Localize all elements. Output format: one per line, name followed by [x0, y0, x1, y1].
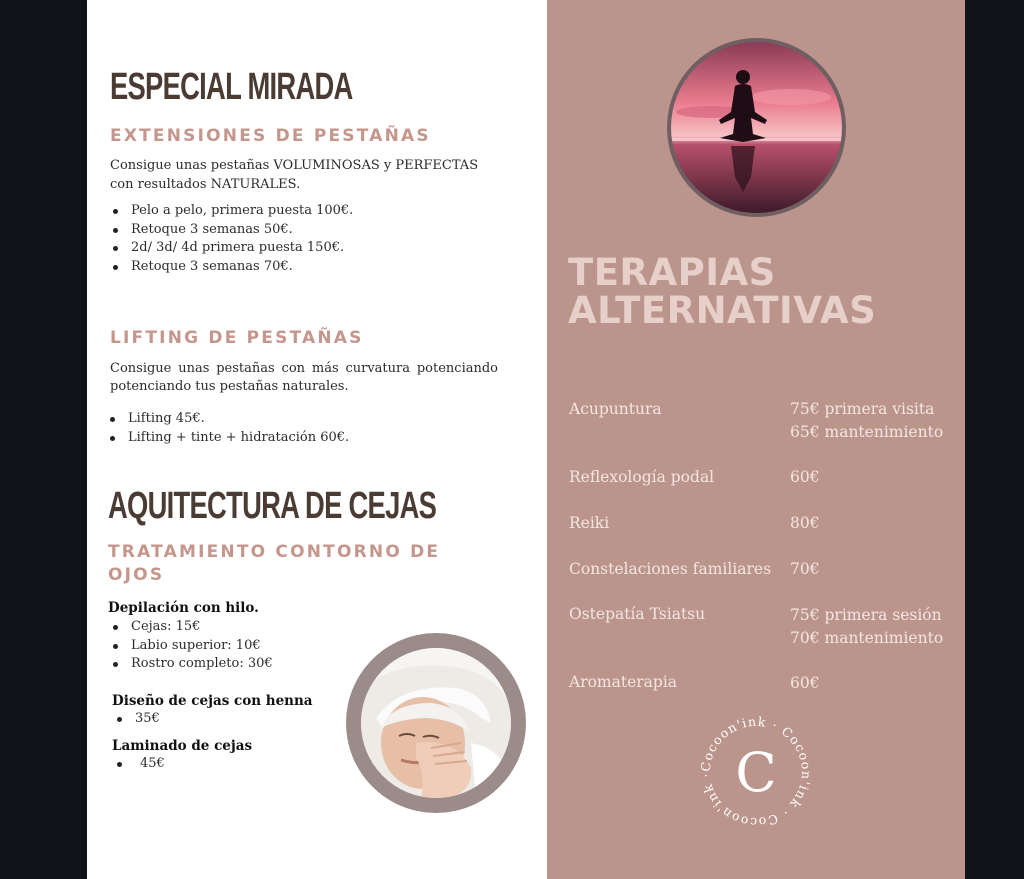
cejas-title: AQUITECTURA DE CEJAS — [108, 485, 437, 527]
logo-letter: C — [735, 741, 777, 804]
lifting-heading: LIFTING DE PESTAÑAS — [110, 328, 364, 348]
therapy-price: 80€ — [790, 514, 820, 532]
contorno-heading-line1: TRATAMIENTO CONTORNO DE — [108, 542, 441, 562]
extensiones-heading: EXTENSIONES DE PESTAÑAS — [110, 126, 431, 146]
lifting-intro-line1: Consigue unas pestañas con más curvatura potenciando — [110, 361, 498, 376]
face-treatment-photo — [361, 648, 511, 798]
especial-mirada-title: ESPECIAL MIRADA — [110, 66, 353, 108]
extensiones-list — [110, 202, 353, 276]
lifting-intro-line2: potenciando tus pestañas naturales. — [110, 379, 349, 394]
laminado-label: Laminado de cejas — [112, 738, 253, 754]
therapy-price: 60€ — [790, 468, 820, 486]
therapy-price — [790, 604, 943, 650]
extensiones-intro: Consigue unas pestañas VOLUMINOSAS y PERFECTAS con resultados NATURALES. — [110, 158, 479, 192]
list-item: Rostro completo: 30€ — [110, 655, 273, 674]
terapias-title-line1: TERAPIAS — [568, 251, 776, 294]
price-line: 75€ primera sesión — [790, 606, 942, 624]
price-line: 70€ mantenimiento — [790, 629, 944, 647]
therapy-price: 60€ — [790, 674, 820, 692]
henna-list — [114, 710, 160, 729]
therapy-name: Reflexología podal — [569, 468, 715, 486]
henna-label: Diseño de cejas con henna — [112, 693, 313, 709]
list-item: Retoque 3 semanas 50€. — [110, 221, 353, 240]
terapias-title-line2: ALTERNATIVAS — [568, 289, 877, 332]
price-line: 75€ primera visita — [790, 400, 935, 418]
list-item: Pelo a pelo, primera puesta 100€. — [110, 202, 353, 221]
terapias-title — [568, 251, 877, 332]
therapy-price: 70€ — [790, 560, 820, 578]
list-item: Retoque 3 semanas 70€. — [110, 258, 353, 277]
logo-ring-text: Cocoon'ink · Cocoon'ink · Cocoon'ink · — [697, 713, 815, 831]
therapy-price — [790, 398, 943, 444]
therapy-name: Ostepatía Tsiatsu — [569, 605, 706, 623]
laminado-list — [114, 755, 165, 774]
therapy-name: Reiki — [569, 514, 610, 532]
depilacion-list — [110, 618, 273, 674]
yoga-sunset-photo — [671, 42, 842, 213]
contorno-heading-line2: OJOS — [108, 565, 165, 585]
list-item: 35€ — [114, 710, 160, 729]
list-item: Labio superior: 10€ — [110, 637, 273, 656]
list-item: Lifting + tinte + hidratación 60€. — [107, 429, 349, 448]
depilacion-label: Depilación con hilo. — [108, 600, 259, 616]
list-item: Cejas: 15€ — [110, 618, 273, 637]
list-item: 45€ — [114, 755, 165, 774]
therapy-name: Constelaciones familiares — [569, 560, 772, 578]
cocoonink-logo — [696, 712, 816, 832]
therapy-name: Acupuntura — [569, 400, 662, 418]
list-item: Lifting 45€. — [107, 410, 349, 429]
price-line: 65€ mantenimiento — [790, 423, 944, 441]
list-item: 2d/ 3d/ 4d primera puesta 150€. — [110, 239, 353, 258]
therapy-name: Aromaterapia — [569, 673, 678, 691]
lifting-list — [107, 410, 349, 447]
